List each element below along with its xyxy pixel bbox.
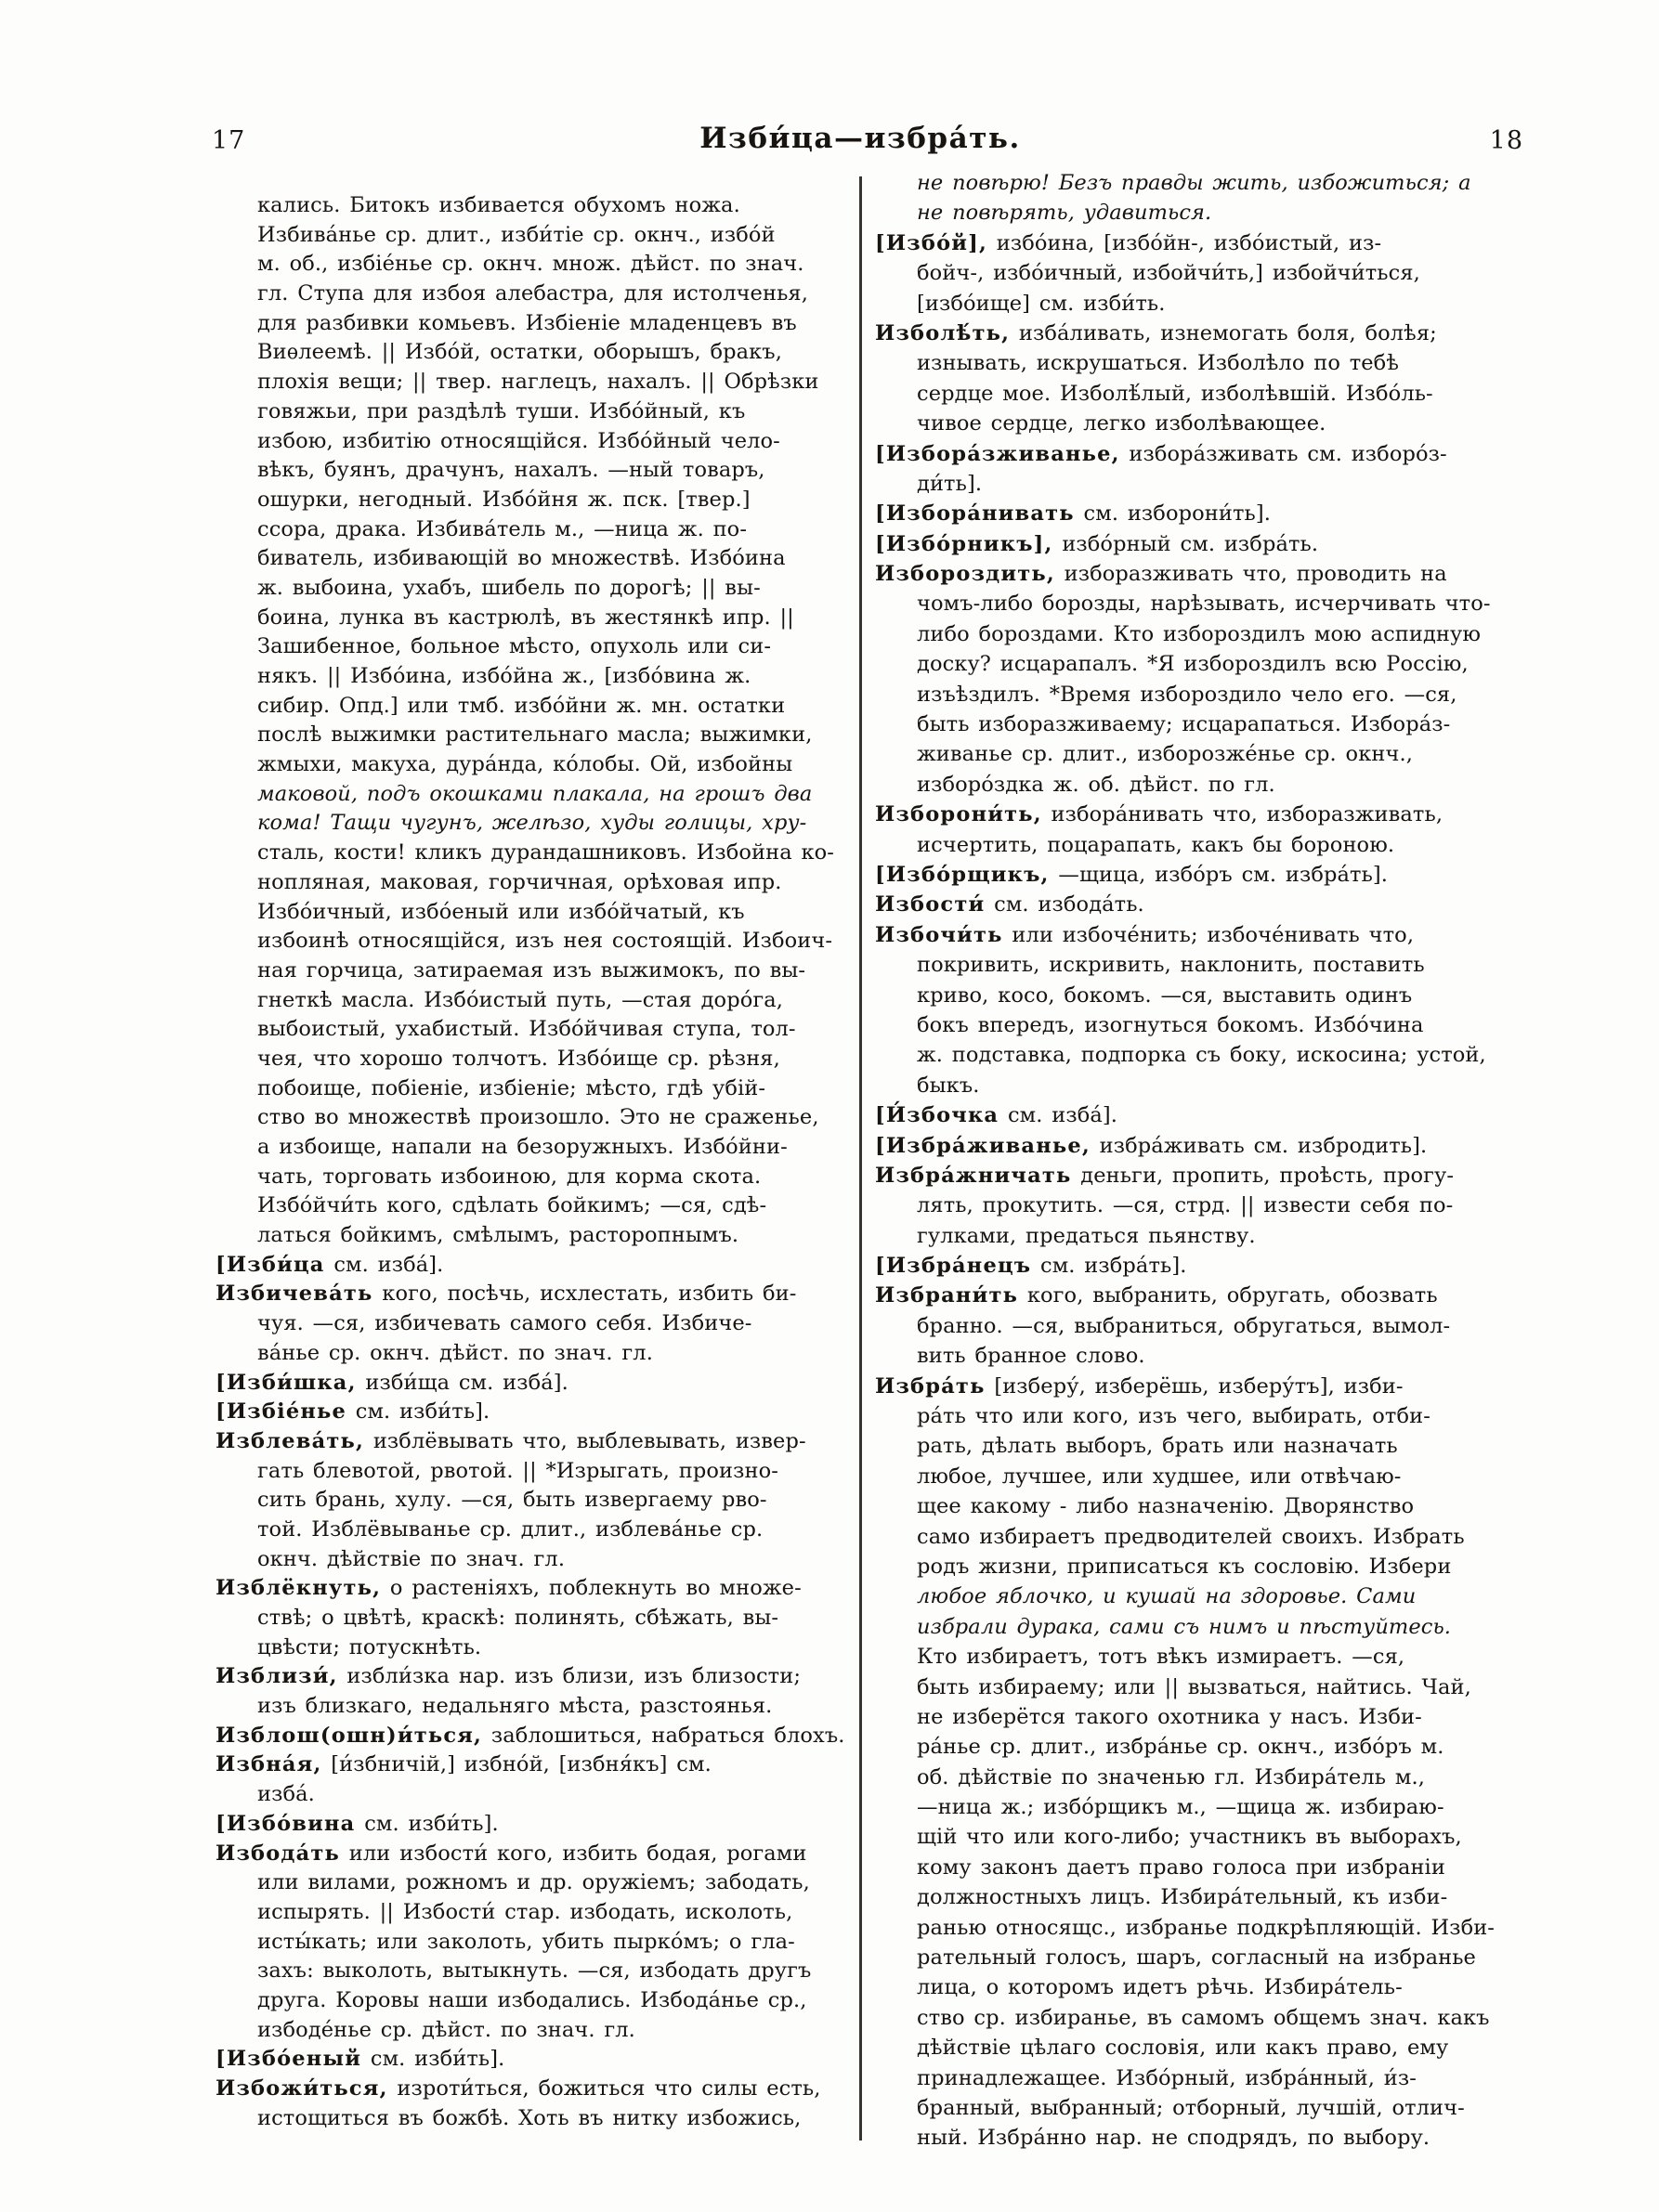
left-column <box>216 191 847 2133</box>
dictionary-line: Избости́ см. избода́ть. <box>875 892 1144 917</box>
dictionary-line: Избо́ичный, избо́еный или избо́йчатый, къ <box>257 899 745 924</box>
dictionary-line: маковой, подъ окошками плакала, на грошъ два <box>257 781 813 806</box>
dictionary-line: щій что или кого-либо; участникъ въ выборахъ, <box>917 1825 1462 1850</box>
dictionary-line: [избо́ище] см. изби́ть. <box>917 291 1166 316</box>
dictionary-line: вѣкъ, буянъ, драчунъ, нахалъ. —ный товаръ, <box>257 458 765 483</box>
dictionary-line: любое, лучшее, или худшее, или отвѣчаю- <box>917 1464 1402 1489</box>
dictionary-line: изба́. <box>257 1782 315 1807</box>
dictionary-line: Избна́я, [и́збничій,] избно́й, [избня́къ] см. <box>216 1752 712 1777</box>
dictionary-line: Избичева́ть кого, посѣчь, исхлестать, избить би- <box>216 1282 797 1307</box>
dictionary-line: Избрани́ть кого, выбранить, обругать, обозвать <box>875 1283 1438 1308</box>
dictionary-line: сить брань, хулу. —ся, быть извергаему рво- <box>257 1488 767 1513</box>
dictionary-line: побоище, побіеніе, избіеніе; мѣсто, гдѣ убій- <box>257 1075 766 1100</box>
dictionary-line: ствѣ; о цвѣтѣ, краскѣ: полинять, сбѣжать, вы- <box>257 1606 779 1630</box>
page-header-title: Изби́ца—избра́ть. <box>699 122 1021 155</box>
dictionary-line: Избороздить, изборазживать что, проводить на <box>875 562 1447 587</box>
dictionary-line: вить бранное слово. <box>917 1344 1145 1369</box>
dictionary-line: Изблева́ть, изблёвывать что, выблевывать, извер- <box>216 1428 806 1453</box>
dictionary-line: послѣ выжимки растительнаго масла; выжимки, <box>257 722 813 748</box>
dictionary-line: дѣйствіе цѣлаго сословія, или какъ право, ему <box>917 2036 1449 2061</box>
dictionary-line: ра́ть что или кого, изъ чего, выбирать, отби- <box>917 1404 1430 1429</box>
dictionary-line: говяжьи, при раздѣлѣ туши. Избо́йный, къ <box>257 398 746 423</box>
dictionary-line: Виѳлеемѣ. || Избо́й, остатки, оборышъ, бракъ, <box>257 340 782 365</box>
dictionary-line: изборо́здка ж. об. дѣйст. по гл. <box>917 772 1275 797</box>
dictionary-line: изнывать, искрушаться. Изболѣло по тебѣ <box>917 351 1399 376</box>
dictionary-line: Изблёкнуть, о растеніяхъ, поблекнуть во множе- <box>216 1576 802 1601</box>
dictionary-line: ж. выбоина, ухабъ, шибель по дорогѣ; || вы- <box>257 575 761 600</box>
dictionary-line: [Избо́й], избо́ина, [избо́йн-, избо́истый, из- <box>875 230 1382 255</box>
dictionary-line: Избо́йчи́ть кого, сдѣлать бойкимъ; —ся, сдѣ- <box>257 1193 767 1218</box>
dictionary-line: [Изби́ца см. изба́]. <box>216 1252 444 1277</box>
dictionary-line: чивое сердце, легко изболѣвающее. <box>917 411 1326 436</box>
dictionary-line: друга. Коровы наши избодались. Избода́нье ср., <box>257 1987 807 2012</box>
dictionary-line: кома! Тащи чугунъ, желѣзо, худы голицы, хру- <box>257 811 807 836</box>
dictionary-line: [Избора́нивать см. изборони́ть]. <box>875 501 1271 527</box>
dictionary-line: родъ жизни, приписаться къ сословію. Избери <box>917 1554 1452 1579</box>
dictionary-line: гнеткѣ масла. Избо́истый путь, —стая доро́га, <box>257 987 783 1012</box>
dictionary-line: лица, о которомъ идетъ рѣчь. Избира́тель- <box>917 1975 1403 2000</box>
dictionary-line: покривить, искривить, наклонить, поставить <box>917 953 1425 978</box>
dictionary-line: либо бороздами. Кто избороздилъ мою аспидную <box>917 621 1482 646</box>
dictionary-line: сталь, кости! кликъ дурандашниковъ. Избойна ко- <box>257 840 834 865</box>
column-divider-rule <box>859 176 862 2140</box>
dictionary-line: ссора, драка. Избива́тель м., —ница ж. по- <box>257 516 748 541</box>
dictionary-line: чомъ-либо борозды, нарѣзывать, исчерчивать что- <box>917 592 1491 617</box>
dictionary-line: а избоище, напали на безоружныхъ. Избо́йни- <box>257 1135 788 1159</box>
dictionary-line: быкъ. <box>917 1073 980 1098</box>
dictionary-line: изъ близкаго, недальняго мѣста, разстоянья. <box>257 1694 773 1719</box>
dictionary-line: ва́нье ср. окнч. дѣйст. по знач. гл. <box>257 1340 653 1365</box>
dictionary-line: или вилами, рожномъ и др. оружіемъ; забодать, <box>257 1870 810 1895</box>
dictionary-line: Избива́нье ср. длит., изби́тіе ср. окнч., избо́й <box>257 222 776 247</box>
dictionary-line: —ница ж.; избо́рщикъ м., —щица ж. избираю- <box>917 1795 1444 1820</box>
dictionary-line: Изболѣ́ть, изба́ливать, изнемогать боля, болѣя; <box>875 320 1437 345</box>
dictionary-line: Избра́жничать деньги, пропить, проѣсть, прогу- <box>875 1163 1455 1188</box>
dictionary-line: бранный, выбранный; отборный, лучшій, отлич- <box>917 2096 1465 2120</box>
dictionary-line: латься бойкимъ, смѣлымъ, расторопнымъ. <box>257 1223 739 1248</box>
dictionary-line: цвѣсти; потускнѣть. <box>257 1634 482 1659</box>
page-number-right: 18 <box>1489 126 1523 155</box>
dictionary-line: плохія вещи; || твер. наглецъ, нахалъ. || Обрѣзки <box>257 370 819 395</box>
dictionary-line: сибир. Опд.] или тмб. избо́йни ж. мн. остатки <box>257 693 786 718</box>
dictionary-line: жмыхи, макуха, дура́нда, ко́лобы. Ой, избойны <box>257 752 793 777</box>
dictionary-line: кому законъ даетъ право голоса при избраніи <box>917 1854 1445 1880</box>
dictionary-line: Изблош(ошн)и́ться, заблошиться, набраться блохъ. <box>216 1723 845 1748</box>
dictionary-line: любое яблочко, и кушай на здоровье. Сами <box>917 1584 1417 1609</box>
dictionary-line: той. Изблёвыванье ср. длит., изблева́нье ср. <box>257 1516 764 1542</box>
dictionary-line: нопляная, маковая, горчичная, орѣховая ипр. <box>257 869 782 894</box>
dictionary-line: быть избираему; или || вызваться, найтись. Чай, <box>917 1674 1471 1699</box>
dictionary-line: не изберётся такого охотника у насъ. Изби- <box>917 1704 1422 1729</box>
dictionary-line: для разбивки комьевъ. Избіеніе младенцевъ въ <box>257 310 797 335</box>
dictionary-line: бойч-, избо́ичный, избойчи́ть,] избойчи́ться, <box>917 261 1420 286</box>
dictionary-line: някъ. || Избо́ина, избо́йна ж., [избо́вина ж. <box>257 664 751 688</box>
dictionary-line: избою, избитію относящійся. Избо́йный чело- <box>257 428 780 453</box>
dictionary-line: испырять. || Избости́ стар. избодать, исколоть, <box>257 1899 793 1924</box>
dictionary-line: быть изборазживаему; исцарапаться. Избора́з- <box>917 712 1451 737</box>
dictionary-line: бокъ впередъ, изогнуться бокомъ. Избо́чина <box>917 1012 1424 1037</box>
dictionary-line: [Избо́рщикъ, —щица, избо́ръ см. избра́ть]. <box>875 862 1389 887</box>
dictionary-line: ная горчица, затираемая изъ выжимокъ, по вы- <box>257 957 806 982</box>
dictionary-line: избоде́нье ср. дѣйст. по знач. гл. <box>257 2017 635 2042</box>
dictionary-line: исты́кать; или заколоть, убить пырко́мъ; о гла- <box>257 1929 795 1954</box>
dictionary-line: не повѣрять, удавиться. <box>917 201 1212 226</box>
dictionary-line: сердце мое. Изболѣ́лый, изболѣвшій. Избо́ль- <box>917 381 1433 406</box>
page-number-left: 17 <box>212 126 246 155</box>
dictionary-line: [Избо́еный см. изби́ть]. <box>216 2047 505 2072</box>
dictionary-line: щее какому - либо назначенію. Дворянство <box>917 1494 1415 1519</box>
dictionary-line: ж. подставка, подпорка съ боку, искосина; устой, <box>917 1043 1486 1068</box>
dictionary-line: [Избо́рникъ], избо́рный см. избра́ть. <box>875 531 1319 556</box>
dictionary-line: выбоистый, ухабистый. Избо́йчивая ступа, тол- <box>257 1017 796 1042</box>
dictionary-line: принадлежащее. Избо́рный, избра́нный, и́з- <box>917 2065 1417 2090</box>
dictionary-line: [Избора́зживанье, избора́зживать см. изборо́з- <box>875 441 1447 466</box>
dictionary-line: ра́нье ср. длит., избра́нье ср. окнч., избо́ръ м. <box>917 1735 1444 1760</box>
dictionary-line: Избочи́ть или избоче́нить; избоче́нивать что, <box>875 922 1415 947</box>
dictionary-line: м. об., избіе́нье ср. окнч. множ. дѣйст. по знач. <box>257 252 804 277</box>
dictionary-line: Изборони́ть, избора́нивать что, изборазживать, <box>875 802 1443 827</box>
dictionary-line: [Изби́шка, изби́ща см. изба́]. <box>216 1370 568 1395</box>
dictionary-line: Зашибенное, больное мѣсто, опухоль или си- <box>257 634 772 659</box>
dictionary-line: не повѣрю! Безъ правды жить, избожиться; а <box>917 171 1471 195</box>
dictionary-line: окнч. дѣйствіе по знач. гл. <box>257 1546 566 1571</box>
dictionary-line: [Избра́живанье, избра́живать см. избродить]. <box>875 1133 1428 1158</box>
right-column <box>875 168 1536 2153</box>
dictionary-line: ство ср. избиранье, въ самомъ общемъ знач. какъ <box>917 2005 1490 2030</box>
dictionary-line: исчертить, поцарапать, какъ бы бороною. <box>917 832 1395 857</box>
dictionary-line: рательный голосъ, шаръ, согласный на избранье <box>917 1945 1476 1971</box>
dictionary-line: само избираетъ предводителей своихъ. Избрать <box>917 1524 1465 1549</box>
dictionary-line: живанье ср. длит., изборозже́нье ср. окнч., <box>917 742 1413 767</box>
dictionary-line: кались. Битокъ избивается обухомъ ножа. <box>257 193 740 217</box>
dictionary-line: изъѣздилъ. *Время избороздило чело его. —ся, <box>917 682 1457 707</box>
dictionary-line: чуя. —ся, избичевать самого себя. Избиче- <box>257 1311 752 1336</box>
dictionary-line: боина, лунка въ кастрюлѣ, въ жестянкѣ ипр. || <box>257 605 794 630</box>
dictionary-line: захъ: выколоть, вытыкнуть. —ся, избодать другъ <box>257 1958 812 1984</box>
dictionary-line: Избра́ть [изберу́, изберёшь, изберу́тъ], изби- <box>875 1373 1404 1399</box>
dictionary-line: чать, торговать избоиною, для корма скота. <box>257 1164 762 1189</box>
dictionary-line: ный. Избра́нно нар. не сподрядъ, по выбору. <box>917 2126 1430 2151</box>
dictionary-line: ди́ть]. <box>917 471 983 496</box>
dictionary-line: Кто избираетъ, тотъ вѣкъ измираетъ. —ся, <box>917 1645 1405 1670</box>
dictionary-line: об. дѣйствіе по значенью гл. Избира́тель м., <box>917 1764 1425 1789</box>
dictionary-line: ство во множествѣ произошло. Это не сраженье, <box>257 1105 819 1130</box>
dictionary-line: [Избіе́нье см. изби́ть]. <box>216 1399 490 1425</box>
dictionary-line: истощиться въ божбѣ. Хоть въ нитку избожись, <box>257 2105 802 2130</box>
dictionary-line: гать блевотой, рвотой. || *Изрыгать, произно- <box>257 1458 778 1483</box>
dictionary-line: Избода́ть или избости́ кого, избить бодая, рогами <box>216 1841 807 1866</box>
dictionary-line: избрали дурака, сами съ нимъ и пѣстуйтесь. <box>917 1614 1452 1639</box>
dictionary-line: должностныхъ лицъ. Избира́тельный, къ изби- <box>917 1885 1448 1910</box>
dictionary-line: гулками, предаться пьянству. <box>917 1223 1256 1248</box>
dictionary-line: Избожи́ться, изроти́ться, божиться что силы есть, <box>216 2076 821 2101</box>
dictionary-line: лять, прокутить. —ся, стрд. || извести себя по- <box>917 1193 1454 1218</box>
dictionary-line: бранно. —ся, выбраниться, обругаться, вымол- <box>917 1313 1451 1338</box>
dictionary-line: чея, что хорошо толчотъ. Избо́ище ср. рѣзня, <box>257 1046 780 1071</box>
dictionary-line: [И́збочка см. изба́]. <box>875 1103 1118 1128</box>
dictionary-line: [Избо́вина см. изби́ть]. <box>216 1811 499 1836</box>
dictionary-line: избоинѣ относящійся, изъ нея состоящій. Избоич- <box>257 929 833 954</box>
dictionary-line: ошурки, негодный. Избо́йня ж. пск. [твер.] <box>257 487 751 512</box>
dictionary-line: ранью относящс., избранье подкрѣпляющій. Изби- <box>917 1915 1496 1940</box>
dictionary-line: доску? исцарапалъ. *Я избороздилъ всю Россію, <box>917 652 1469 677</box>
dictionary-line: Изблизи́, избли́зка нар. изъ близи, изъ близости; <box>216 1664 802 1689</box>
dictionary-line: биватель, избивающій во множествѣ. Избо́ина <box>257 546 786 571</box>
dictionary-line: гл. Ступа для избоя алебастра, для истолченья, <box>257 281 808 306</box>
dictionary-line: криво, косо, бокомъ. —ся, выставить одинъ <box>917 982 1413 1008</box>
dictionary-line: рать, дѣлать выборъ, брать или назначать <box>917 1434 1398 1459</box>
dictionary-line: [Избра́нецъ см. избра́ть]. <box>875 1254 1187 1279</box>
